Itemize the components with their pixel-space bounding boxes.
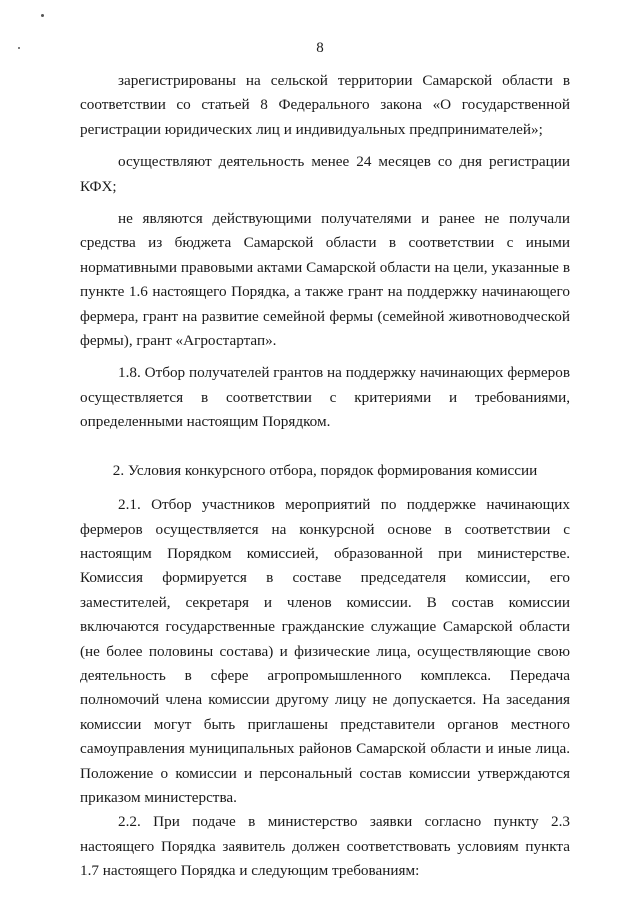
paragraph-registration: зарегистрированы на сельской территории Самарской области в соответствии со статьей 8 Федерального закона «О государственной регистрации юридических лиц и индивидуальных предпринимателей»; [80, 72, 570, 138]
section-heading: 2. Условия конкурсного отбора, порядок формирования комиссии [112, 461, 538, 479]
paragraph-2-2: 2.2. При подаче в министерство заявки согласно пункту 2.3 настоящего Порядка заявитель должен соответствовать условиям пункта 1.7 настоящего Порядка и следующим требованиям: [80, 813, 570, 880]
page-number: 8 [316, 40, 324, 56]
paragraph-not-recipients: не являются действующими получателями и ранее не получали средства из бюджета Самарской области в соответствии с иными нормативными правовыми актами Самарской области на цели, указанные в пункте 1.6 настоящего Порядка, а также грант на поддержку начинающего фермера, грант на развитие семейной фермы (семейной животноводческой фермы), грант «Агростартап». [80, 210, 570, 350]
paragraph-2-1: 2.1. Отбор участников мероприятий по поддержке начинающих фермеров осуществляется на конкурсной основе в соответствии с настоящим Порядком комиссией, образованной при министерстве. Комиссия формируется в составе председателя комиссии, его заместителей, секретаря и членов комиссии. В состав комиссии включаются государственные гражданские служащие Самарской области (не более половины состава) и физические лица, осуществляющие свою деятельность в сфере агропромышленного комплекса. Передача полномочий члена комиссии другому лицу не допускается. На заседания комиссии могут быть приглашены представители органов местного самоуправления муниципальных районов Самарской области и иные лица. Положение о комиссии и персональный состав комиссии утверждаются приказом министерства. [80, 496, 570, 806]
paragraph-activity-period: осуществляют деятельность менее 24 месяцев со дня регистрации КФХ; [80, 153, 570, 195]
paragraph-1-8: 1.8. Отбор получателей грантов на поддержку начинающих фермеров осуществляется в соответствии с критериями и требованиями, определенными настоящим Порядком. [80, 364, 570, 431]
document-body [80, 69, 570, 884]
scan-speck [41, 14, 44, 17]
